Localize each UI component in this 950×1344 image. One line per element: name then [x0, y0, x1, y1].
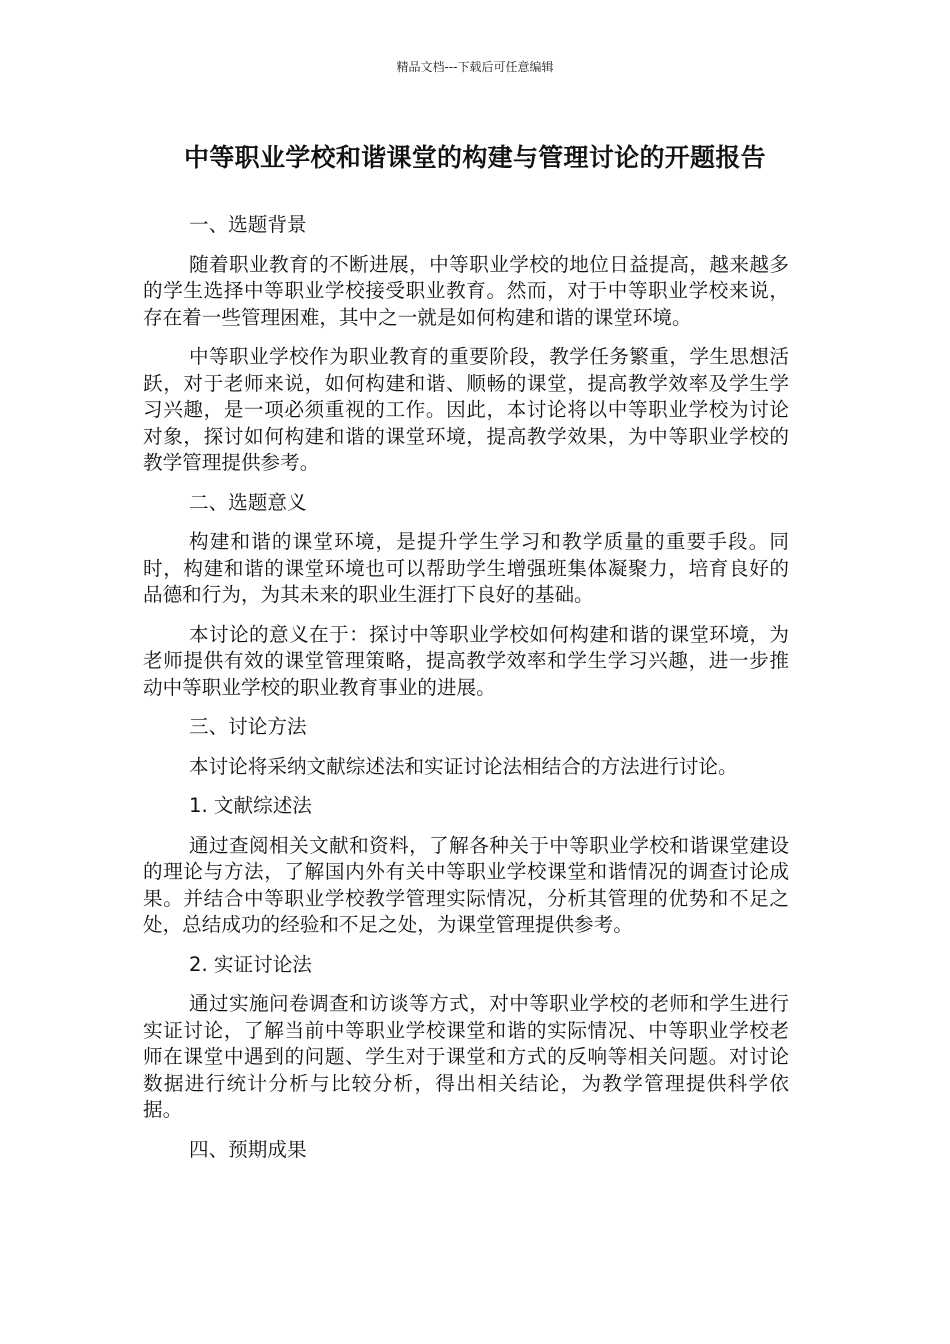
paragraph-background-2: 中等职业学校作为职业教育的重要阶段，教学任务繁重，学生思想活跃，对于老师来说，如何构建和谐、顺畅的课堂，提高教学效率及学生学习兴趣，是一项必须重视的工作。因此，本讨论将以中等职业学校为讨论对象，探讨如何构建和谐的课堂环境，提高教学效果，为中等职业学校的教学管理提供参考。: [143, 345, 789, 474]
subheading-empirical-research: 2. 实证讨论法: [189, 952, 312, 976]
paragraph-significance-2: 本讨论的意义在于：探讨中等职业学校如何构建和谐的课堂环境，为老师提供有效的课堂管理策略，提高教学效率和学生学习兴趣，进一步推动中等职业学校的职业教育事业的进展。: [143, 622, 789, 699]
header-note: 精品文档---下载后可任意编辑: [396, 60, 554, 74]
paragraph-literature-review: 通过查阅相关文献和资料，了解各种关于中等职业学校和谐课堂建设的理论与方法，了解国内外有关中等职业学校课堂和谐情况的调查讨论成果。并结合中等职业学校教学管理实际情况，分析其管理的优势和不足之处，总结成功的经验和不足之处，为课堂管理提供参考。: [143, 833, 789, 936]
document-body: [143, 212, 789, 1176]
subheading-literature-review: 1. 文献综述法: [189, 794, 312, 817]
page-title: 中等职业学校和谐课堂的构建与管理讨论的开题报告: [184, 143, 766, 172]
paragraph-methods-intro: 本讨论将采纳文献综述法和实证讨论法相结合的方法进行讨论。: [189, 754, 738, 778]
section-heading-background: 一、选题背景: [189, 213, 307, 236]
paragraph-background-1: 随着职业教育的不断进展，中等职业学校的地位日益提高，越来越多的学生选择中等职业学校接受职业教育。然而，对于中等职业学校来说，存在着一些管理困难，其中之一就是如何构建和谐的课堂环境。: [143, 252, 789, 329]
section-heading-significance: 二、选题意义: [189, 490, 307, 514]
paragraph-significance-1: 构建和谐的课堂环境，是提升学生学习和教学质量的重要手段。同时，构建和谐的课堂环境也可以帮助学生增强班集体凝聚力，培育良好的品德和行为，为其未来的职业生涯打下良好的基础。: [143, 530, 789, 606]
paragraph-empirical-research: 通过实施问卷调查和访谈等方式，对中等职业学校的老师和学生进行实证讨论，了解当前中等职业学校课堂和谐的实际情况、中等职业学校老师在课堂中遇到的问题、学生对于课堂和方式的反响等相关问题。对讨论数据进行统计分析与比较分析，得出相关结论，为教学管理提供科学依据。: [143, 992, 789, 1121]
section-heading-methods: 三、讨论方法: [189, 715, 307, 738]
section-heading-expected-results: 四、预期成果: [189, 1137, 307, 1161]
